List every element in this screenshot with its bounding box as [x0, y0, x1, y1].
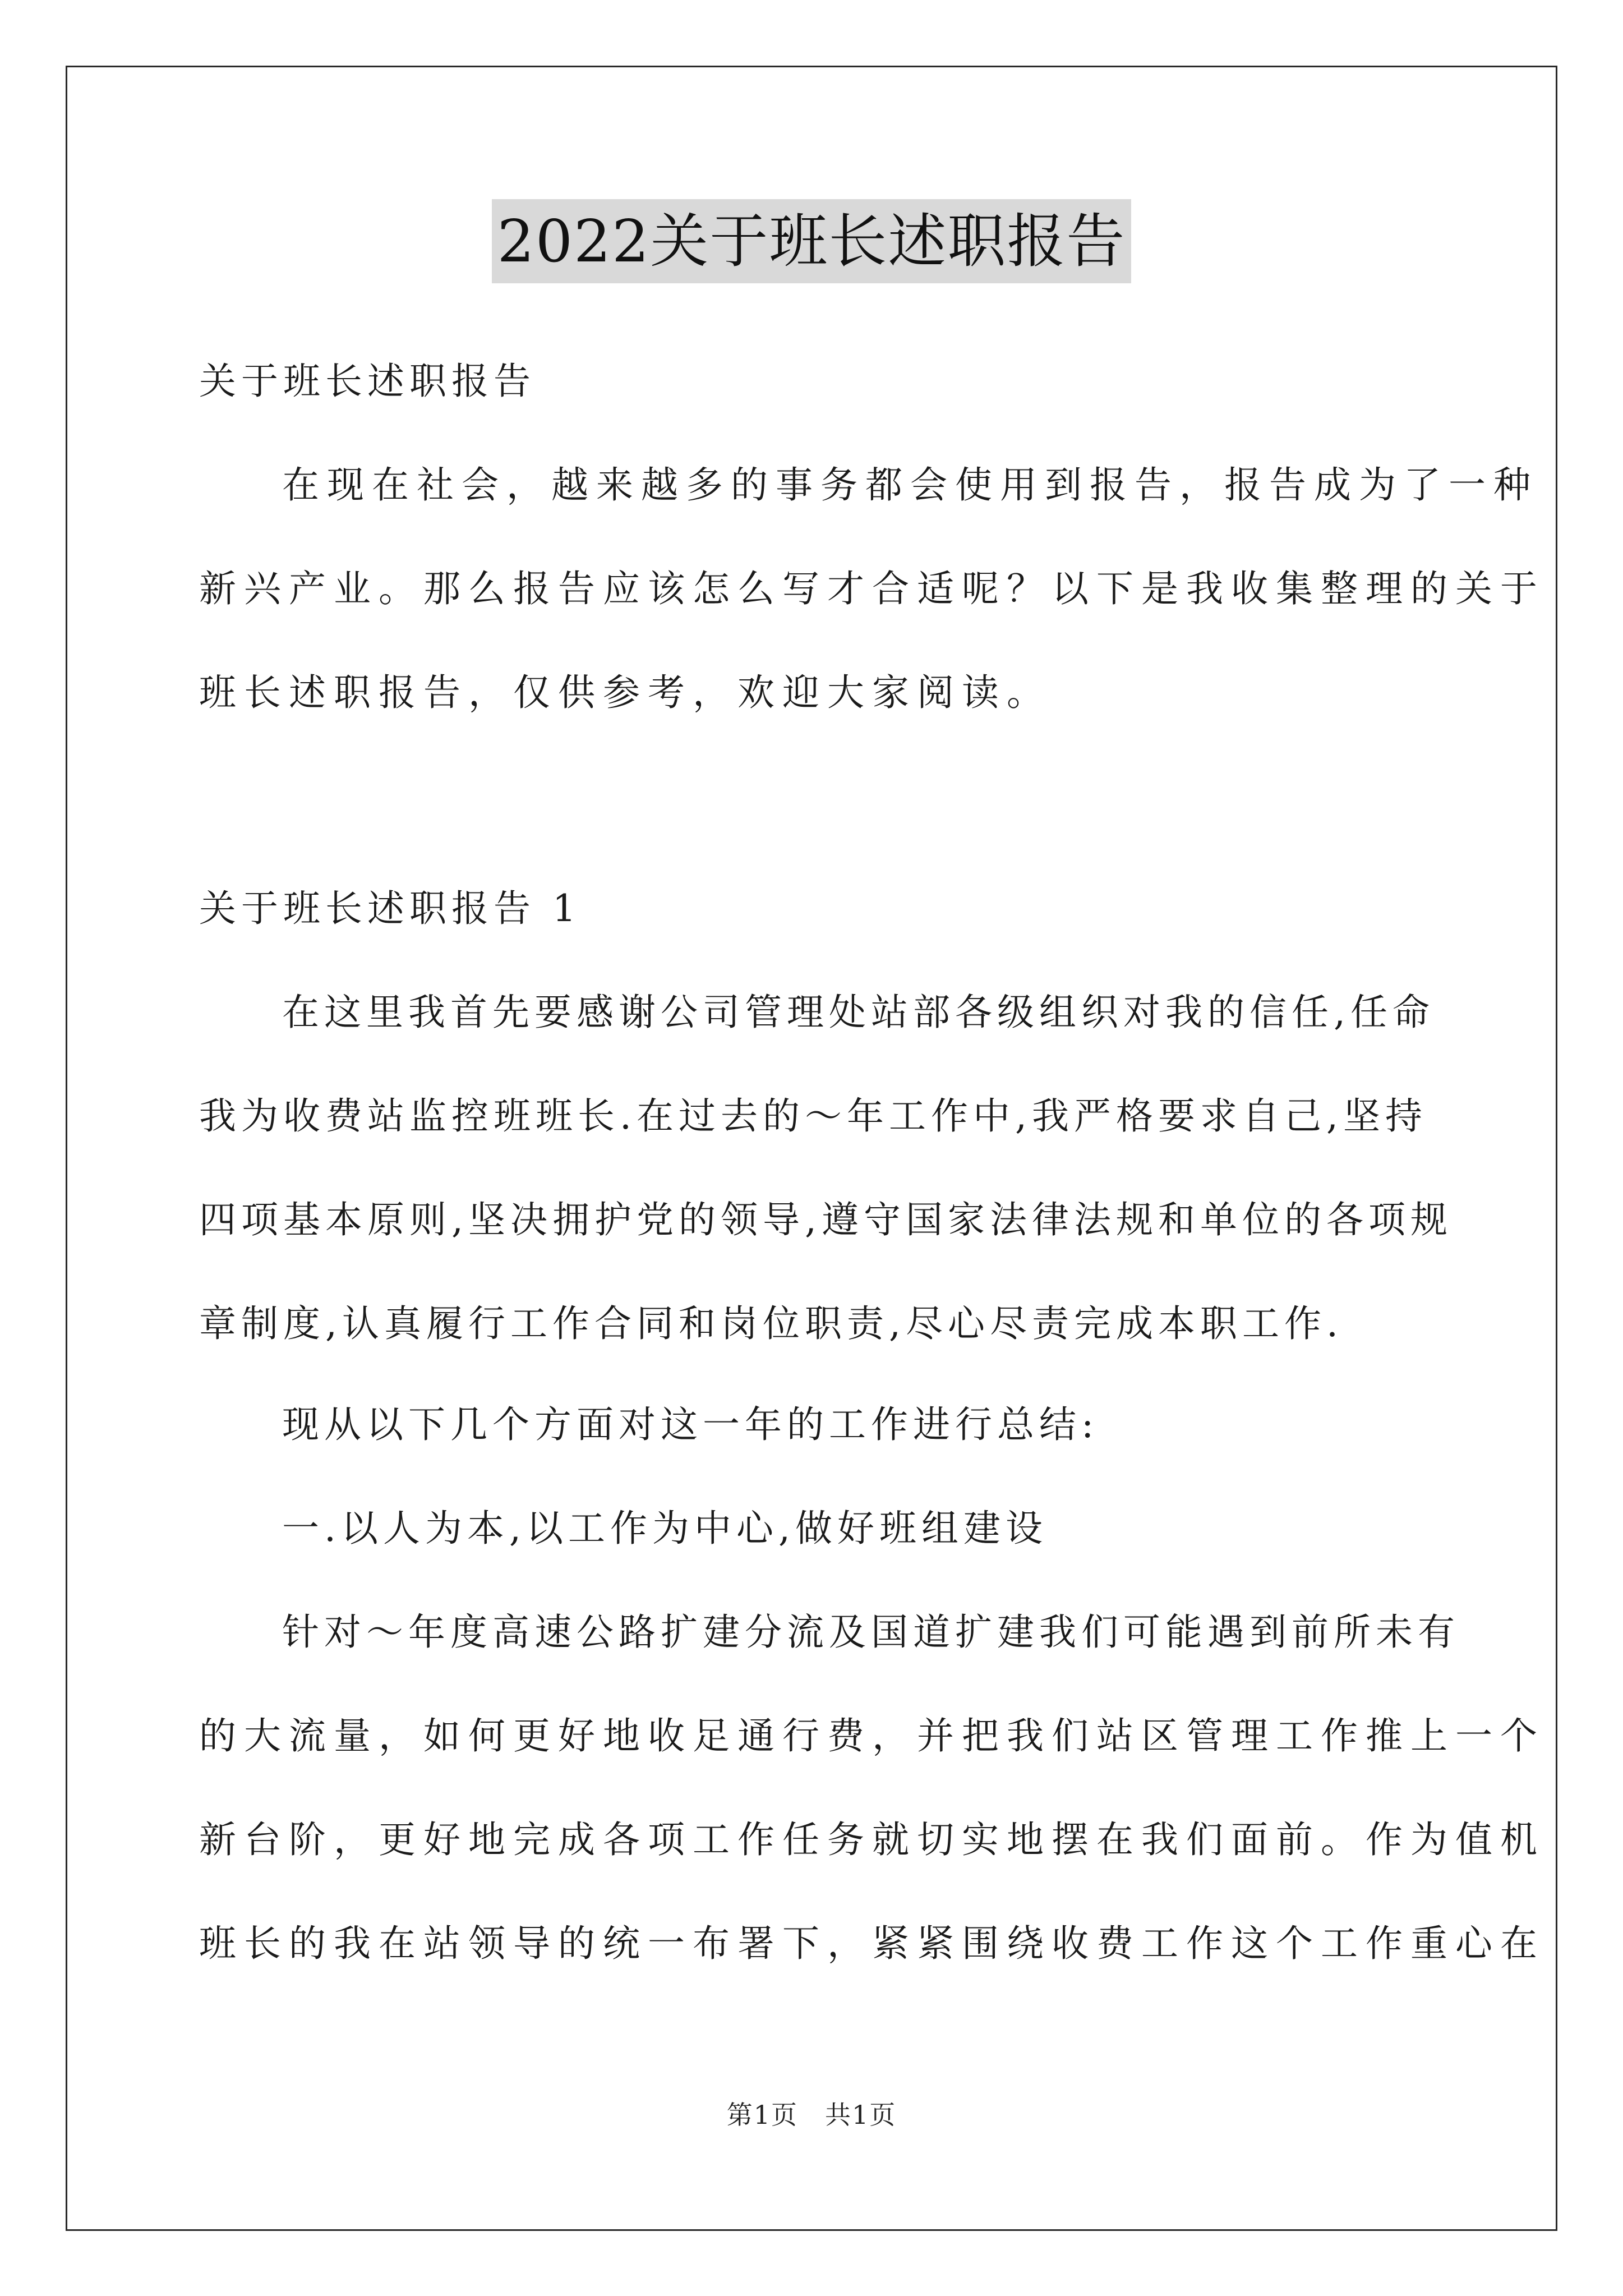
- title-container: [0, 199, 1623, 283]
- para1-line-4: 章制度,认真履行工作合同和岗位职责,尽心尽责完成本职工作.: [199, 1302, 1343, 1345]
- para3-heading: 一.以人为本,以工作为中心,做好班组建设: [282, 1507, 1048, 1550]
- para4-line-1: 针对～年度高速公路扩建分流及国道扩建我们可能遇到前所未有: [282, 1611, 1460, 1654]
- para4-line-2: 的大流量，如何更好地收足通行费，并把我们站区管理工作推上一个: [199, 1714, 1545, 1757]
- intro-line-1: 在现在社会，越来越多的事务都会使用到报告，报告成为了一种: [282, 463, 1538, 507]
- para1-line-1: 在这里我首先要感谢公司管理处站部各级组织对我的信任,任命: [282, 991, 1435, 1034]
- document-title: 2022关于班长述职报告: [492, 199, 1132, 283]
- para4-line-3: 新台阶，更好地完成各项工作任务就切实地摆在我们面前。作为值机: [199, 1818, 1545, 1861]
- intro-line-3: 班长述职报告，仅供参考，欢迎大家阅读。: [199, 671, 1052, 714]
- para2: 现从以下几个方面对这一年的工作进行总结:: [282, 1403, 1099, 1446]
- para1-line-2: 我为收费站监控班班长.在过去的～年工作中,我严格要求自己,坚持: [199, 1094, 1427, 1138]
- para4-line-4: 班长的我在站领导的统一布署下，紧紧围绕收费工作这个工作重心在: [199, 1922, 1545, 1965]
- intro-line-2: 新兴产业。那么报告应该怎么写才合适呢？以下是我收集整理的关于: [199, 567, 1545, 610]
- document-subtitle: 关于班长述职报告: [199, 360, 536, 403]
- page-footer: 第1页 共1页: [726, 2100, 897, 2130]
- section-heading: 关于班长述职报告 1: [199, 887, 581, 930]
- para1-line-3: 四项基本原则,坚决拥护党的领导,遵守国家法律法规和单位的各项规: [199, 1198, 1453, 1241]
